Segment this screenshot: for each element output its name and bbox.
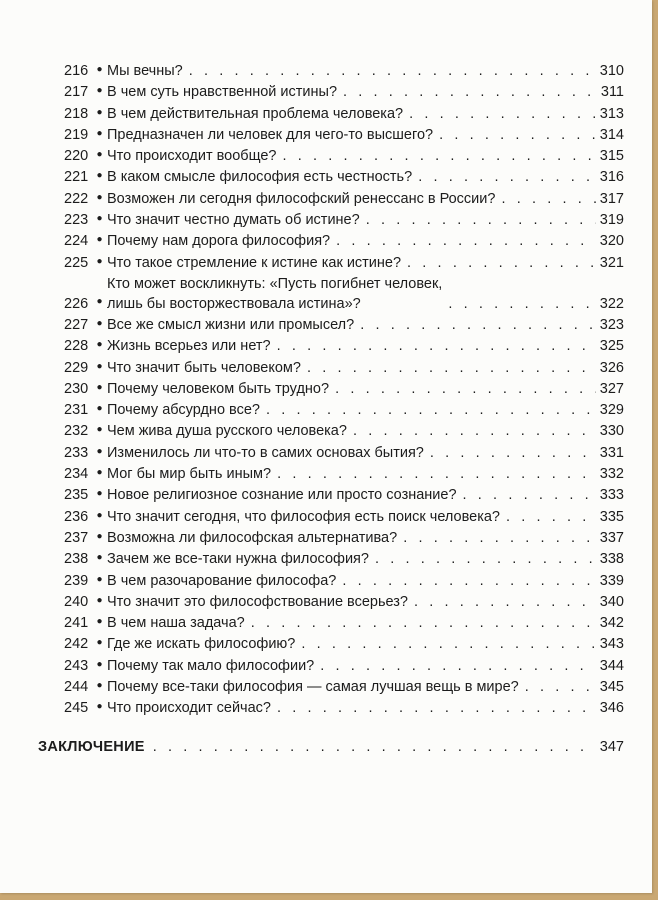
entry-page-number: 310 — [599, 63, 624, 79]
dot-leader — [409, 104, 596, 125]
entry-number: 232 — [64, 423, 89, 440]
entry-number: 222 — [64, 190, 89, 207]
dot-leader — [448, 294, 595, 315]
entry-title-line: Кто может воскликнуть: «Пусть погибнет человек, — [107, 275, 443, 292]
bullet-icon: ● — [96, 149, 103, 161]
entry-title: Изменилось ли что-то в самих основах бытия? — [107, 444, 424, 461]
entry-page-number: 344 — [599, 657, 624, 674]
entry-page-number: 343 — [599, 636, 624, 653]
toc-entry — [64, 253, 624, 274]
entry-number: 233 — [64, 444, 89, 461]
entry-page-number: 338 — [599, 551, 624, 568]
toc-entry — [64, 231, 624, 252]
dot-leader — [366, 210, 596, 231]
bullet-icon: ● — [96, 658, 103, 670]
dot-leader — [153, 736, 596, 758]
bullet-icon: ● — [96, 701, 103, 713]
toc-entry — [64, 571, 624, 592]
entry-number: 231 — [64, 402, 89, 419]
toc-entry — [64, 592, 624, 613]
entry-number: 220 — [64, 148, 89, 165]
entry-page-number: 326 — [599, 359, 624, 376]
entry-page-number: 339 — [599, 572, 624, 589]
entry-page-number: 331 — [599, 444, 624, 461]
dot-leader — [277, 336, 596, 357]
entry-number: 239 — [64, 572, 89, 589]
toc-entry — [64, 443, 624, 464]
entry-number: 238 — [64, 551, 89, 568]
entry-title: Что значит честно думать об истине? — [107, 212, 360, 229]
dot-leader — [342, 571, 595, 592]
toc-entry — [64, 167, 624, 188]
bullet-icon: ● — [96, 637, 103, 649]
bullet-icon: ● — [96, 360, 103, 372]
entry-title: Почему так мало философии? — [107, 657, 315, 674]
entry-page-number: 319 — [599, 212, 624, 229]
dot-leader — [189, 61, 596, 82]
dot-leader — [335, 379, 596, 400]
entry-page-number: 314 — [599, 126, 624, 143]
entry-number: 217 — [64, 84, 89, 101]
entry-title — [107, 274, 448, 315]
entry-number: 218 — [64, 105, 89, 122]
bullet-icon: ● — [96, 106, 103, 118]
entry-title: В чем разочарование философа? — [107, 572, 337, 589]
toc-entry — [64, 421, 624, 442]
dot-leader — [251, 613, 596, 634]
toc-entry — [64, 656, 624, 677]
conclusion-page-number: 347 — [599, 739, 624, 755]
entry-page-number: 321 — [599, 254, 624, 271]
entry-title: Почему нам дорога философия? — [107, 233, 331, 250]
entry-title: Возможна ли философская альтернатива? — [107, 529, 398, 546]
entry-title: Что значит быть человеком? — [107, 359, 301, 376]
toc-entry — [64, 358, 624, 379]
entry-page-number: 345 — [599, 679, 624, 696]
bullet-icon: ● — [96, 403, 103, 415]
dot-leader — [414, 592, 596, 613]
entry-number: 237 — [64, 529, 89, 546]
entry-title: Новое религиозное сознание или просто сознание? — [107, 487, 457, 504]
entry-number: 216 — [64, 63, 89, 79]
bullet-icon: ● — [96, 255, 103, 267]
toc-entry — [64, 61, 624, 82]
toc-entry — [64, 336, 624, 357]
dot-leader — [403, 528, 596, 549]
dot-leader — [277, 698, 596, 719]
entry-title: Что происходит сейчас? — [107, 700, 271, 717]
entry-number: 223 — [64, 212, 89, 229]
toc-entry — [64, 698, 624, 719]
toc-entry — [64, 82, 624, 103]
dot-leader — [266, 400, 596, 421]
toc-entry — [64, 104, 624, 125]
entry-page-number: 322 — [599, 296, 624, 313]
bullet-icon: ● — [96, 381, 103, 393]
toc-entry — [64, 464, 624, 485]
entry-number: 240 — [64, 593, 89, 610]
entry-number: 229 — [64, 359, 89, 376]
entry-title: Чем жива душа русского человека? — [107, 423, 347, 440]
entry-title: Почему абсурдно все? — [107, 402, 260, 419]
entry-title: Предназначен ли человек для чего-то высшего? — [107, 126, 434, 143]
dot-leader — [463, 485, 596, 506]
bullet-icon: ● — [96, 213, 103, 225]
dot-leader — [375, 549, 596, 570]
bullet-icon: ● — [96, 467, 103, 479]
entry-number: 226 — [64, 296, 89, 313]
entry-title: Возможен ли сегодня философский ренессанс в России? — [107, 190, 496, 207]
bullet-icon: ● — [96, 85, 103, 97]
entry-page-number: 311 — [600, 84, 624, 101]
entry-title: Что значит сегодня, что философия есть поиск человека? — [107, 508, 500, 525]
bullet-icon: ● — [96, 424, 103, 436]
entry-title: Почему все-таки философия — самая лучшая вещь в мире? — [107, 679, 519, 696]
entry-number: 234 — [64, 466, 89, 483]
entry-number: 228 — [64, 338, 89, 355]
bullet-icon: ● — [96, 616, 103, 628]
table-of-contents — [64, 61, 624, 720]
bullet-icon: ● — [96, 530, 103, 542]
entry-title: Где же искать философию? — [107, 636, 296, 653]
bullet-icon: ● — [96, 170, 103, 182]
entry-title: В чем действительная проблема человека? — [107, 105, 404, 122]
entry-number: 244 — [64, 679, 89, 696]
bullet-icon: ● — [96, 191, 103, 203]
entry-page-number: 335 — [599, 508, 624, 525]
dot-leader — [360, 315, 596, 336]
bullet-icon: ● — [96, 64, 103, 75]
dot-leader — [525, 677, 596, 698]
entry-number: 219 — [64, 126, 89, 143]
toc-conclusion-entry — [38, 736, 624, 758]
bullet-icon: ● — [96, 594, 103, 606]
bullet-icon: ● — [96, 317, 103, 329]
toc-entry — [64, 315, 624, 336]
entry-number: 227 — [64, 316, 89, 333]
bullet-icon: ● — [96, 680, 103, 692]
entry-title: Что происходит вообще? — [107, 148, 277, 165]
conclusion-label: ЗАКЛЮЧЕНИЕ — [38, 739, 145, 755]
dot-leader — [418, 167, 596, 188]
entry-number: 230 — [64, 380, 89, 397]
toc-entry — [64, 274, 624, 315]
toc-entry — [64, 528, 624, 549]
dot-leader — [307, 358, 596, 379]
entry-page-number: 325 — [599, 338, 624, 355]
toc-entry — [64, 677, 624, 698]
toc-entry — [64, 189, 624, 210]
toc-entry — [64, 210, 624, 231]
bullet-icon: ● — [96, 339, 103, 351]
entry-page-number: 337 — [599, 529, 624, 546]
entry-page-number: 342 — [599, 615, 624, 632]
entry-page-number: 340 — [599, 593, 624, 610]
entry-page-number: 327 — [599, 380, 624, 397]
bullet-icon: ● — [96, 127, 103, 139]
dot-leader — [320, 656, 596, 677]
entry-page-number: 333 — [599, 487, 624, 504]
bullet-icon: ● — [96, 488, 103, 500]
entry-page-number: 316 — [599, 169, 624, 186]
toc-entry — [64, 549, 624, 570]
entry-title: Что такое стремление к истине как истине? — [107, 254, 402, 271]
dot-leader — [277, 464, 596, 485]
entry-number: 241 — [64, 615, 89, 632]
entry-title: Все же смысл жизни или промысел? — [107, 316, 355, 333]
entry-title: Почему человеком быть трудно? — [107, 380, 330, 397]
entry-page-number: 346 — [599, 700, 624, 717]
toc-entry — [64, 485, 624, 506]
bullet-icon: ● — [96, 234, 103, 246]
entry-number: 236 — [64, 508, 89, 525]
toc-entry — [64, 507, 624, 528]
entry-page-number: 330 — [599, 423, 624, 440]
bullet-icon: ● — [96, 445, 103, 457]
dot-leader — [430, 443, 596, 464]
entry-title: Мы вечны? — [107, 63, 183, 79]
entry-page-number: 329 — [599, 402, 624, 419]
dot-leader — [506, 507, 596, 528]
bullet-icon: ● — [96, 509, 103, 521]
entry-title: В чем суть нравственной истины? — [107, 84, 338, 101]
entry-page-number: 332 — [599, 466, 624, 483]
dot-leader — [439, 125, 596, 146]
dot-leader — [343, 82, 597, 103]
dot-leader — [301, 634, 595, 655]
entry-page-number: 320 — [599, 233, 624, 250]
bullet-icon: ● — [96, 573, 103, 585]
entry-page-number: 317 — [599, 190, 624, 207]
dot-leader — [336, 231, 596, 252]
toc-entry — [64, 125, 624, 146]
entry-title: Зачем же все-таки нужна философия? — [107, 551, 369, 568]
bullet-icon: ● — [96, 296, 103, 308]
entry-title-line: лишь бы восторжествовала истина»? — [107, 296, 361, 313]
entry-number: 225 — [64, 254, 89, 271]
toc-entry — [64, 613, 624, 634]
toc-entry — [64, 400, 624, 421]
entry-title: Что значит это философствование всерьез? — [107, 593, 408, 610]
entry-number: 221 — [64, 169, 89, 186]
entry-title: В чем наша задача? — [107, 615, 245, 632]
entry-title: Жизнь всерьез или нет? — [107, 338, 271, 355]
entry-title: Мог бы мир быть иным? — [107, 466, 272, 483]
toc-entry — [64, 379, 624, 400]
dot-leader — [283, 146, 596, 167]
entry-number: 242 — [64, 636, 89, 653]
bullet-icon: ● — [96, 552, 103, 564]
entry-number: 243 — [64, 657, 89, 674]
entry-page-number: 315 — [599, 148, 624, 165]
toc-entry — [64, 146, 624, 167]
dot-leader — [407, 253, 596, 274]
entry-page-number: 313 — [599, 105, 624, 122]
entry-number: 224 — [64, 233, 89, 250]
toc-entry — [64, 634, 624, 655]
entry-title: В каком смысле философия есть честность? — [107, 169, 413, 186]
entry-number: 235 — [64, 487, 89, 504]
dot-leader — [501, 189, 595, 210]
entry-number: 245 — [64, 700, 89, 717]
entry-page-number: 323 — [599, 316, 624, 333]
dot-leader — [353, 421, 596, 442]
